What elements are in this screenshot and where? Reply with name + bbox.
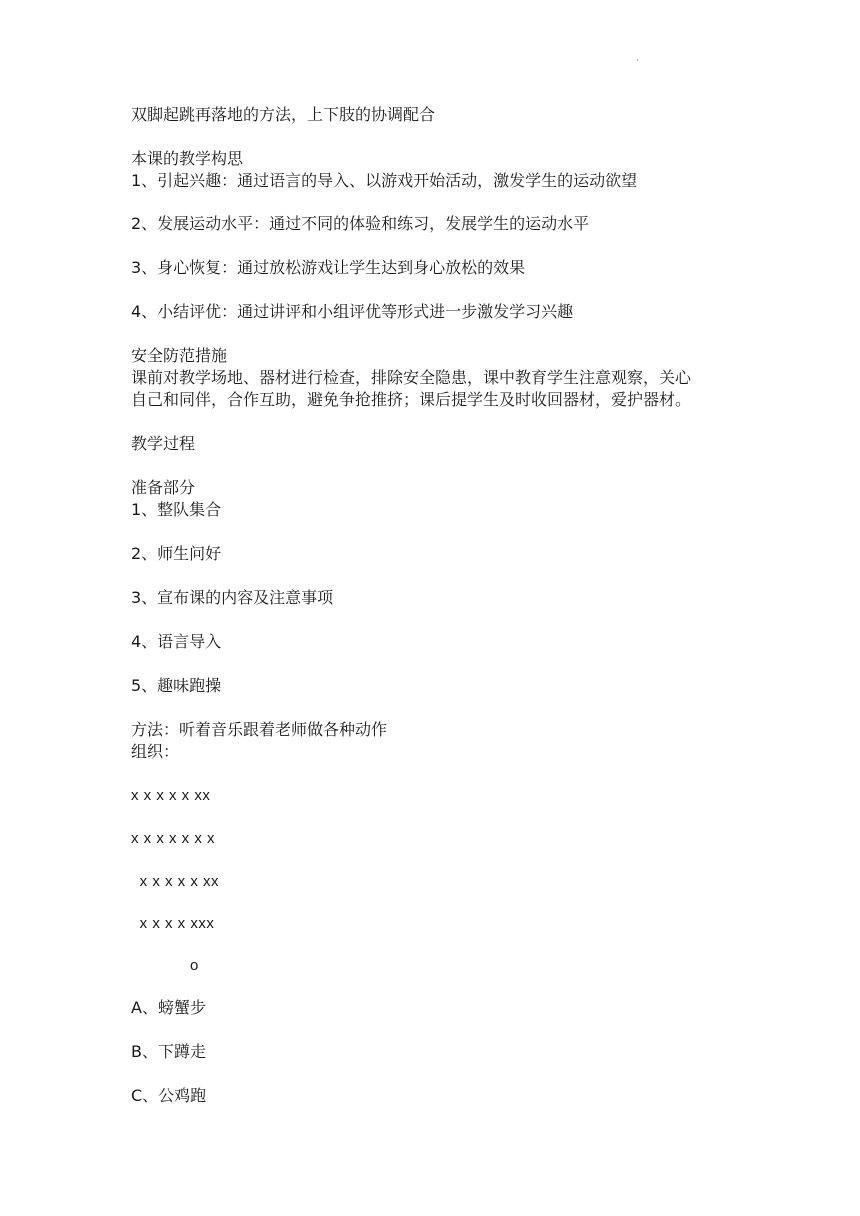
formation-teacher: o bbox=[190, 957, 199, 974]
activity-b: B、下蹲走 bbox=[131, 1042, 206, 1061]
activity-a: A、螃蟹步 bbox=[131, 998, 206, 1017]
intro-line: 双脚起跳再落地的方法，上下肢的协调配合 bbox=[131, 105, 436, 124]
prepare-item-1: 1、整队集合 bbox=[131, 500, 222, 519]
header-dot: · bbox=[636, 56, 639, 66]
heading-prepare: 准备部分 bbox=[131, 478, 196, 497]
design-item-2: 2、发展运动水平：通过不同的体验和练习，发展学生的运动水平 bbox=[131, 214, 590, 233]
prepare-item-5: 5、趣味跑操 bbox=[131, 676, 222, 695]
design-item-4: 4、小结评优：通过讲评和小组评优等形式进一步激发学习兴趣 bbox=[131, 302, 574, 321]
formation-row-4: x x x x xxx bbox=[135, 915, 215, 932]
safety-line-2: 自己和同伴，合作互助，避免争抢推挤；课后提学生及时收回器材，爱护器材。 bbox=[131, 390, 692, 409]
formation-row-2: x x x x x x x bbox=[131, 830, 216, 847]
activity-c: C、公鸡跑 bbox=[131, 1086, 207, 1105]
formation-row-1: x x x x x xx bbox=[131, 787, 211, 804]
organization-label: 组织： bbox=[131, 742, 180, 761]
prepare-item-3: 3、宣布课的内容及注意事项 bbox=[131, 588, 334, 607]
design-item-3: 3、身心恢复：通过放松游戏让学生达到身心放松的效果 bbox=[131, 258, 526, 277]
safety-line-1: 课前对教学场地、器材进行检查，排除安全隐患，课中教育学生注意观察，关心 bbox=[131, 368, 692, 387]
heading-safety: 安全防范措施 bbox=[131, 346, 228, 365]
design-item-1: 1、引起兴趣：通过语言的导入、以游戏开始活动，激发学生的运动欲望 bbox=[131, 171, 638, 190]
prepare-item-2: 2、师生问好 bbox=[131, 544, 222, 563]
heading-teaching-design: 本课的教学构思 bbox=[131, 149, 244, 168]
prepare-item-4: 4、语言导入 bbox=[131, 632, 222, 651]
formation-row-3: x x x x x xx bbox=[135, 873, 220, 890]
heading-process: 教学过程 bbox=[131, 434, 196, 453]
method-line: 方法：听着音乐跟着老师做各种动作 bbox=[131, 720, 388, 739]
